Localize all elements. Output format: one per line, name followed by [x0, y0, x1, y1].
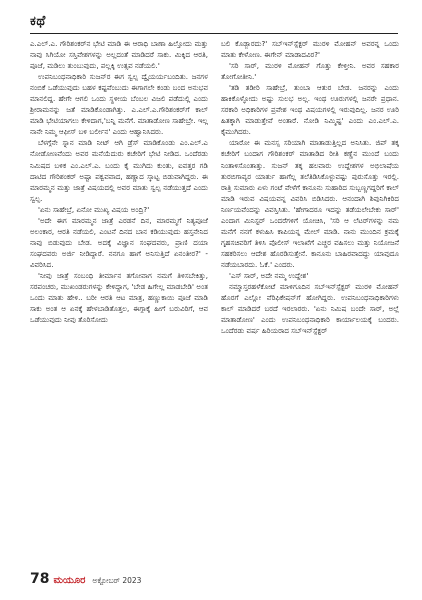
left-paragraph-2: ಉಪನಿಬಂಧನಾಧಿಕಾರಿ ಸುಜನ್‌ರ ಈಗ ಸ್ವಲ್ಪ ದ್ವೈಯರ್ಯಬಂದಿತು. ಜನಗಳ ನಂಬಿಕೆ ಒಡೆಯುವುದು ಬಹಳ ಕಷ್ಟವೆಂಬುದು ಈಗಾಗಲೇ ಕಂಡು ಬಂದ ಅನುಭವ ಮಾನಲಿದ್ದ. ಹೇಗೇ ಆಗಲಿ ಒಂದು ಸ್ಥಳೀಯ ಬೆಂಬಲ ವಿಜಲಿ ಪಡೆದುಲ್ಲಿ ಎಂದು ಶ್ರೀರಾಮನನ್ನು ಜತೆ ಮಾಡಿಕೊಂಡಾಗಿತ್ತು. ಎ.ಎಲ್.ಎ.ಗೌರಿಶಂಕರ್‌ಗೆ ಕಾಲ್ ಮಾಡಿ ಭೇಟಿಯಾಗಲು ಕೇಳಿದಾಗ,'ಬನ್ನಿ ಮನೆಗೆ. ಮಾತಾಡೋಣ ಸಾಹೇಬ್ರೇ. ಇಲ್ಲ ನಾನೇ ನಿಮ್ಮ ಆಫೀಸ್ ಬಳಿ ಬರ್ಲೀನ' ಎಂದು ಆಹ್ವಾನಿಸಿದರು. [30, 72, 208, 137]
right-column [221, 38, 399, 336]
right-paragraph-3: 'ತಡಿ ತಡೀರಿ ಸಾಹೇಬ್ರೆ, ತುಂಬಾ ಆತುರ ಬೇಡ. ಜನರನ್ನು ಎಂದು ಹಾಕಿಕೊಳ್ಳೋದು ಅಷ್ಟು ಸುಲಭ ಅಲ್ಲ. ಇಂಥ ಊರುಗಳಲ್ಲಿ ಜನರೇ ಪ್ರಧಾನ. ಸರಕಾರಿ ಅಧಿಕಾರಿಗಳ ಪ್ರವೇಶ ಇಂಥ ವಿಷಯಗಳಲ್ಲಿ ಇರುವುದಿಲ್ಲ. ಜನರ ಊರಿ ಹಿತಕ್ಕಾಗಿ ಮಾಡುತ್ತೇವೆ ಅಂತಾರೆ. ನೋಡಿ ನಿಮ್ಮಿಷ್ಟ' ಎಂದು ಎಂ.ಎಲ್.ಎ. ಕೈಮುಗಿದರು. [221, 83, 399, 137]
right-paragraph-6: ನಮ್ಮಾಸ್ತರಹಳೆಕೋಟೆ ಮಾಳಿಗೂದಿನ ಸಬ್‌ಇನ್‌ಸ್ಪೆಕ್ಟರ್ ಮುರಳಿ ಮೋಹನ್ ಹೊರಗೆ ಎಲ್ಲೋ ವೆರಿಫಿಕೇಷನ್‌ಗೆ ಹೋಗಿದ್ದರು. ಉಪನಿಬಂಧನಾಧಿಕಾರಿಗಳು ಕಾಲ್ ಮಾಡಿದರೆ ಬರದೆ ಇರಲಾರರು. 'ಏನು ನಿಮಿಷ ಬಂದೇ ಸಾರ್, ಅಲ್ಲೆ ಮಾತಾಡೋಣ' ಎಂದು ಉಪನಿಬಂಧನಾಧಿಕಾರಿ ಕಾರ್ಯಾಲಯಕ್ಕೆ ಬಂದರು. ಒಂದೆರಡು ವರ್ಷ ಹಿರಿಯರಾದ ಸಬ್‌ಇನ್‌ಸ್ಪೆಕ್ಟರ್ [221, 282, 399, 336]
left-paragraph-6: 'ನೀವು ಜಾತ್ರೆ ಸಂಬಂಧಿ ತೀರ್ಮಾನ ತಗೋವಾಗ ನಮಗೆ ತಿಳಿಸಬೇಕಿತ್ತು, ಸರಪಂಚರು, ಮುಖಂಡರುಗಳನ್ನು ಕೇಳಿದ್ದಾಗ, 'ಬೇಡ ಹಿಗೇಲ್ಲ ಮಾಡಬೇಡಿ' ಅಂತ ಒಂದು ಮಾತು ಹೇಳಿ.. ಬರೀ ಆರತಿ ಆಟ ಮಾತ್ರ, ಹಣ್ಣುಕಾಯಿ ಪೂಜೆ ಮಾಡಿ ಸಾಕು ಅಂತ ಆ ಏನಕ್ಕೆ ಹೇಳಬಾಡಿತೊತ್ತಲ, ಈಗ್ಗಾಕ್ಕೆ ಹೀಗೆ ಬರುವಿರಿಗೆ, ಆವ ಒಡೆಯುವುದು ನೀವು ತೊರಿಸೋದು [30, 270, 208, 325]
header-rule [30, 33, 398, 34]
left-paragraph-3: ಬೆಳಗ್ಗೆನೇ ಸ್ನಾನ ಮಾಡಿ ನೀಟ್ ಆಗಿ ಡ್ರೆಸ್ ಮಾಡಿಕೊಂಡು ಎಂ.ಎಲ್.ಎ ನೋಡೋಣವೆಂದು ಅವರ ಮನೆಯೆದುರು ಕಚೇರಿಗೆ ಭೇಟಿ ನೀಡಿದ. ಒಂದೆರಡು ನಿಮಿಷದ ಬಳಿಕ ಎಂ.ಎಲ್.ಎ. ಬಂದು ಕೈ ಮುಗಿದು ಕುಂತು, ಐವತ್ತರ ಗಡಿ ದಾಟಿದ ಗೌರಿಶಂಕರ್ ಅಷ್ಟಾ ಪಕ್ವವವಾದ, ಹಣ್ಣಾದ ಸ್ಕಾಟ್ಟ ಬಿಡುವಾಗಿದ್ದರು. ಈ ಮಾರಮ್ಮನ ಮತ್ತು ಜಾತ್ರೆ ವಿಷಯದಲ್ಲಿ ಅವರ ಮಾತು ಸ್ವಲ್ಪ ನಡೆಯುತ್ತದೆ ಎಂದು ಸ್ವಲ್ಪ. [30, 138, 208, 203]
section-header [30, 14, 46, 29]
right-paragraph-1: ಬಲಿ ಕೊಡ್ಬಾರದು?' ಸಬ್‌ಇನ್‌ಸ್ಪೆಕ್ಟರ್ ಮುರಳಿ ಮೋಹನ್ ಅವರನ್ನ ಒಂದು ಮಾತು ಕೇಳೋಣ. ಈಗೇನ್ ಮಾಡಾದವಿರ?' [221, 39, 399, 60]
right-paragraph-5: 'ಎಸ್ ಸಾರ್, ಅದೇ ನಮ್ಮ ಉದ್ದೇಶ' [229, 270, 309, 280]
magazine-logo: ಮಯೂರ [53, 575, 86, 586]
left-paragraph-5: 'ಅದೇ ಈಗ ಮಾರಮ್ಮನ ಜಾತ್ರೆ ಎರಡನೆ ದಿನ, ಮಾರಮ್ಮಗೆ ನಿತ್ಯಪೂಜೆ ಅಲಂಕಾರ, ಆರತಿ ನಡೆಯಲಿ, ಎಂಟನೆ ದಿನದ ಬಾನ ಕಡಿಯುವುದು ಹಸ್ತನೇನಿದ ನಾವು ಬಿಡುವುದು ಬೇಡ. ಅದಕ್ಕೆ ವಿಜ್ಞಾನ ಸಂಘದವರು, ಪ್ರಾಣಿ ದಯಾ ಸಂಘದವರು ಅರ್ಜಿ ನೀಡಿದ್ದಾರೆ. ನನಗೂ ಹಾಗೆ ಅನಿಸುತ್ತಿದೆ ಏನಂತೀರ?' - ವಿವರಿಸಿದ. [30, 215, 208, 269]
right-paragraph-2: 'ಸರಿ ಸಾರ್, ಮುರಳಿ ಮೋಹನ್ ಗೊತ್ತು ಕೇಳ್ತೀನಿ. ಅವರ ಸಹಕಾರ ತೋಗೋತೀನಿ.' [221, 61, 399, 82]
section-title: ಕಥೆ [30, 14, 46, 29]
issue-date: ಅಕ್ಟೋಬರ್ 2023 [92, 576, 142, 585]
right-paragraph-4: ಯಾರೋ ಈ ಮನಸ್ಸ ಸರಿಯಾಗಿ ಮಾತಾಡುತ್ತಿಲ್ಲದ ಅನಿಸಿತು. ಜಿಪ್ ತಕ್ಕ ಕಚೇರಿಗೆ ಬಂದಾಗ ಗೌರಿಶಂಕರ್ ಮಾತಾಡಿದ ರೀತಿ ಕಣ್ಣೆನ ಮುಂದೆ ಬಂದು ನಿಂತಾಳಿಸೊಂತಾತ್ತು. ಸುಜನ್ ತಕ್ಕ ಹಲವಾರು ಉದ್ದೇಶಗಳ ಅಭಿಲಾಷೆಯ ತುರಬಿಗಾವ್ಯರ ಯಾರ್ತು ಹಾಗೆಲ್ಲ ತಲೆತಿಡಿಸಿಕೊಳ್ಳುವಷ್ಟು ಪುರುಸೊತ್ತು ಇರಲ್ಲಿ. ರಾತ್ರಿ ಸುಮಾರು ಏಳು ಗಂಟೆ ವೇಳೆಗೆ ಕಾನೂನು ಸುಹಾರಿದ ಸುಬ್ಬಣ್ಣಗದ್ದರಿಗೆ ಕಾಲ್ ಮಾಡಿ ಇರುವ ವಿಷಯವನ್ನ ವಿವರಿಸಿ ಬಿಡಿಸಿದರು. ಆನಂದಾಗಿ ಶಿವುನಿಗಿಕಿರಿದ ನಿರ್ಣಯವೆಂದನ್ನು ವಿವಸ್ತಿಸಿತು. 'ಹೇಗಾದರೂ ಇದನ್ನು ತಡೆಯಲೇಬೇಕು ಸಾರ್' ಎಂದಾಗ ಮಿನಿಸ್ಟರ್ ಒಂದರೆಗಳಿಗೆ ಯೋಚಿಸಿ, 'ಸರಿ ಆ ಲೆಟರ್‌ಗಳನ್ನು ನಮ ಮನೆಗೆ ನನಗೆ ಕಳುಹಿಸಿ ಕಾಪಿಯನ್ನ ಮೇಲ್ ಮಾಡಿ. ನಾನು ಮುಂದಿನ ಕ್ರಮಕ್ಕೆ ಗೃಹಸಚಿವರಿಗೆ ತಿಳಿಸಿ ಪೊಲೀಸ್ ಇಲಾಖೆಗೆ ಎಚ್ಚರ ವಹಿಸಲು ಮತ್ತು ನಿಯೋಜನೆ ಸಹಕರಿಸಲು ಆದೇಶ ಹೊರಡಿಸುತ್ತೇನೆ. ಕಾನೂನು ಬಾಹಿರವಾದದ್ದು ಯಾವುದೂ ನಡೆಯಬಾರದು. ಓಕೆ.' ಎಂದರು. [221, 138, 399, 269]
left-paragraph-1: ಎ.ಎಲ್.ಎ. ಗೌರಿಶಂಕರ್‌ನ ಭೇಟಿ ಮಾಡಿ ಈ ಆರಾಧಿ ಬಾಣಾ ಹಿಲ್ತೋದು ಮತ್ತು ನಾವು ಸಿಗಿಯೋ ಸಸ್ತಿವೇಶಗಳನ್ನು ಅಲ್ಲದಂತೆ ಮಾಡಿದರೆ ಸಾಕು. ಮಿಕ್ಕಿದ ಆರತಿ, ಪೂಜೆ, ಮಡಿಲು ತುಂಬುವುದು, ಪಲ್ಲಕ್ಕಿ ಉತ್ಸವ ನಡೆಯಲಿ.' [30, 39, 208, 71]
left-column [30, 38, 208, 325]
page-number: 78 [30, 571, 50, 587]
page-footer [30, 571, 141, 587]
left-paragraph-4: 'ಏನು ಸಾಹೇಬ್ರೆ, ಏನೋ ಮುಖ್ಯ ವಿಷಯ ಅಂದ್ರಿ?' [38, 204, 150, 214]
